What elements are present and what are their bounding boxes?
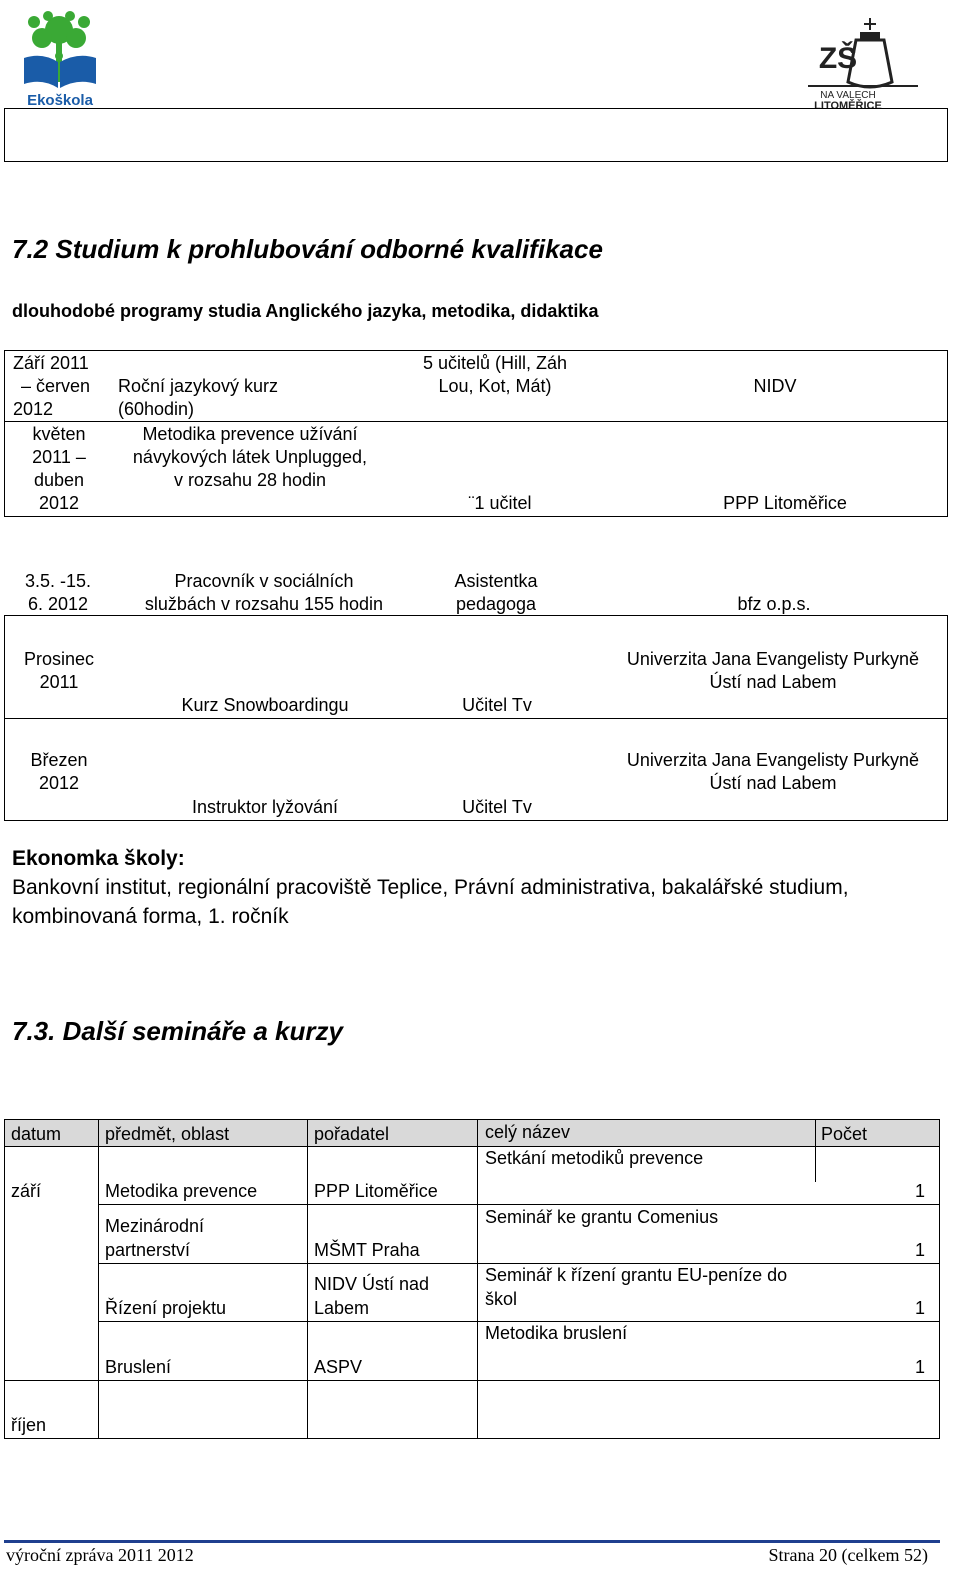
study-row2-org: PPP Litoměřice <box>723 493 847 513</box>
study-row2-course: Metodika prevence užívání návykových látek Unplugged, v rozsahu 28 hodin <box>132 424 368 490</box>
study-row1-who: 5 učitelů (Hill, Záh Lou, Kot, Mát) <box>422 353 568 396</box>
seminar-row4-subject: Bruslení <box>105 1357 172 1377</box>
study-row4-who: Učitel Tv <box>462 695 532 715</box>
seminar-row3-organizer: NIDV Ústí nad Labem <box>314 1274 430 1318</box>
study-row1-org: NIDV <box>753 376 797 396</box>
seminars-header-organizer: pořadatel <box>314 1124 390 1144</box>
study-row1-course: Roční jazykový kurz (60hodin) <box>118 376 279 419</box>
study-row5-date: Březen 2012 <box>30 750 88 793</box>
section-72-subtitle: dlouhodobé programy studia Anglického jazyka, metodika, didaktika <box>12 301 599 321</box>
study-table-a <box>4 350 948 517</box>
seminar-row5-date: říjen <box>11 1415 47 1435</box>
study-row2-who: ¨1 učitel <box>468 493 532 513</box>
study-row3-org: bfz o.p.s. <box>737 594 811 614</box>
school-logo <box>778 10 958 110</box>
header-box <box>4 108 948 162</box>
seminar-row3-count: 1 <box>915 1298 926 1318</box>
economist-title: Ekonomka školy: <box>12 847 185 870</box>
footer-page-number: Strana 20 (celkem 52) <box>768 1545 928 1565</box>
section-73-heading: 7.3. Další semináře a kurzy <box>12 1016 343 1046</box>
seminar-row4-organizer: ASPV <box>314 1357 363 1377</box>
study-row4-date: Prosinec 2011 <box>23 649 95 692</box>
seminars-header-date: datum <box>11 1124 62 1144</box>
study-row3-who: Asistentka pedagoga <box>454 571 538 614</box>
seminar-row2-count: 1 <box>915 1240 926 1260</box>
svg-text:LITOMĚŘICE: LITOMĚŘICE <box>814 100 882 110</box>
study-row3-date: 3.5. -15. 6. 2012 <box>24 571 92 614</box>
footer-left: výroční zpráva 2011 2012 <box>6 1545 194 1565</box>
seminar-row4-count: 1 <box>915 1357 926 1377</box>
ekoskola-logo-text: Ekoškola <box>27 92 93 108</box>
study-row3 <box>4 570 948 616</box>
seminar-row3-subject: Řízení projektu <box>105 1298 227 1318</box>
seminar-row1-count: 1 <box>915 1181 926 1201</box>
study-row4-course: Kurz Snowboardingu <box>181 695 349 715</box>
seminar-row3-name: Seminář k řízení grantu EU-peníze do škol <box>485 1265 788 1309</box>
seminar-row1-name: Setkání metodiků prevence <box>485 1148 704 1168</box>
study-row1-date: Září 2011 – červen 2012 <box>13 353 91 419</box>
seminar-row1-date: září <box>11 1181 42 1201</box>
seminar-row4-name: Metodika bruslení <box>485 1323 628 1343</box>
seminar-row2-organizer: MŠMT Praha <box>314 1240 420 1260</box>
section-72-heading: 7.2 Studium k prohlubování odborné kvalifikace <box>12 234 603 264</box>
study-row2-date: květen 2011 – duben 2012 <box>32 424 86 513</box>
seminar-row1-organizer: PPP Litoměřice <box>314 1181 438 1201</box>
study-table-b <box>4 616 948 821</box>
seminar-row2-subject: Mezinárodní partnerství <box>105 1216 205 1260</box>
footer-rule <box>4 1540 940 1543</box>
study-row4-org: Univerzita Jana Evangelisty Purkyně Ústí nad Labem <box>626 649 920 692</box>
svg-text:NA VALECH: NA VALECH <box>820 90 876 101</box>
study-row5-org: Univerzita Jana Evangelisty Purkyně Ústí nad Labem <box>626 750 920 793</box>
seminars-header-count: Počet <box>821 1124 868 1144</box>
economist-text: Bankovní institut, regionální pracoviště Teplice, Právní administrativa, bakalářské studium, kombinovaná forma, 1. ročník <box>12 876 849 928</box>
seminars-table <box>4 1119 940 1439</box>
seminar-row1-subject: Metodika prevence <box>105 1181 258 1201</box>
ekoskola-logo <box>18 8 102 108</box>
seminars-header-subject: předmět, oblast <box>105 1124 230 1144</box>
study-row3-course: Pracovník v sociálních službách v rozsahu 155 hodin <box>144 571 384 614</box>
svg-text:ZŠ: ZŠ <box>818 42 858 75</box>
study-row5-who: Učitel Tv <box>462 797 532 817</box>
seminar-row2-name: Seminář ke grantu Comenius <box>485 1207 719 1227</box>
seminars-header-name: celý název <box>485 1122 571 1142</box>
study-row5-course: Instruktor lyžování <box>191 797 339 817</box>
